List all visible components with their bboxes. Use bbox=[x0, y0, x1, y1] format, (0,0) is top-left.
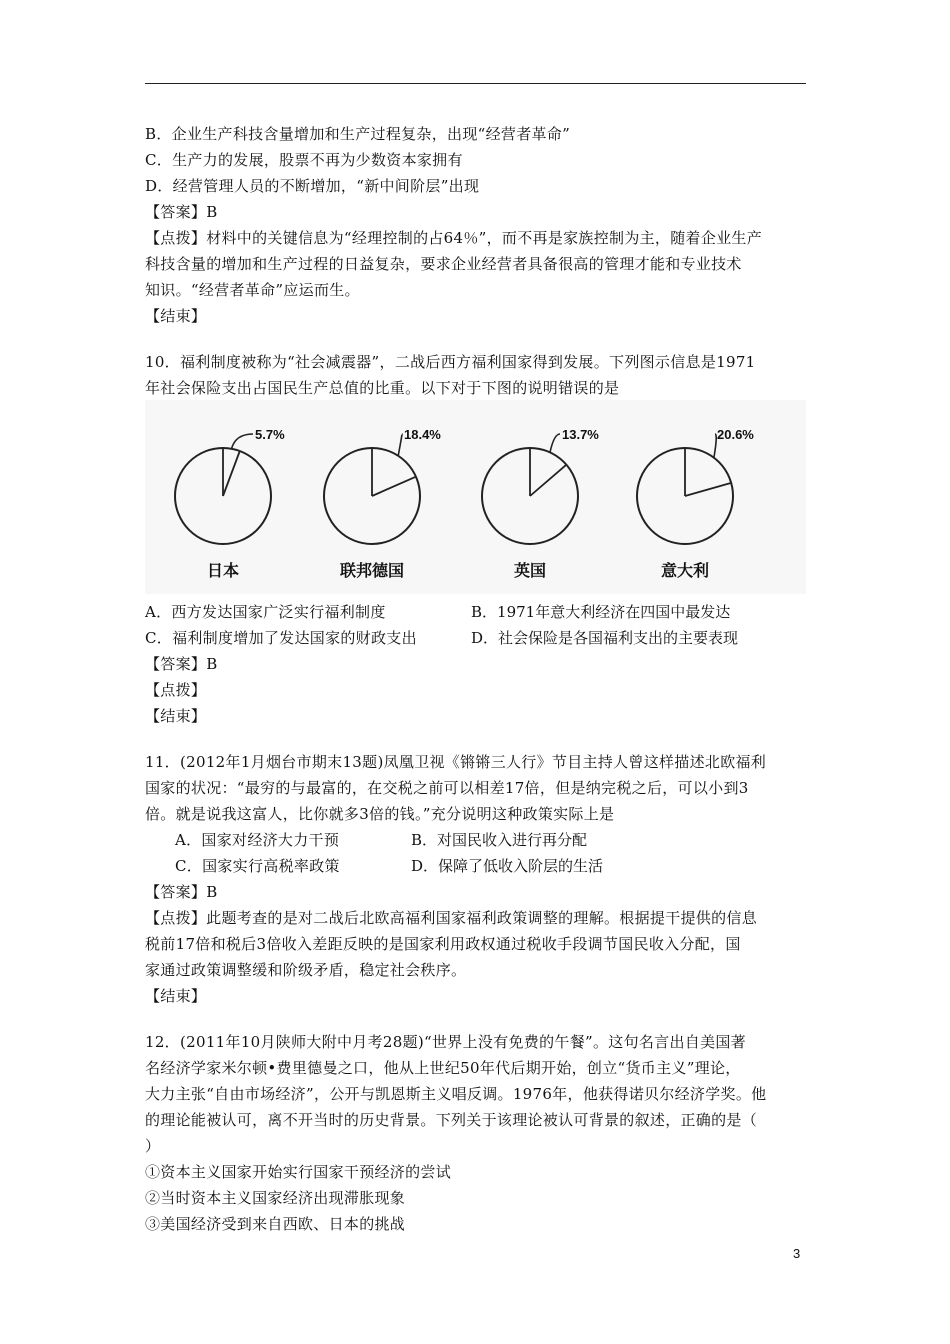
q11-stem-line-2: 国家的状况：“最穷的与最富的，在交税之前可以相差17倍，但是纳完税之后，可以小到3 bbox=[145, 779, 749, 797]
q12-item-3: ③美国经济受到来自西欧、日本的挑战 bbox=[145, 1215, 406, 1233]
pie-value-label: 5.7% bbox=[255, 427, 285, 442]
q11-end: 【结束】 bbox=[145, 987, 207, 1005]
pie-country-label: 日本 bbox=[206, 561, 240, 580]
q10-stem-line-1: 10．福利制度被称为“社会减震器”，二战后西方福利国家得到发展。下列图示信息是1971 bbox=[145, 353, 756, 371]
q11-option-d: D．保障了低收入阶层的生活 bbox=[411, 857, 604, 875]
q11-option-a: A．国家对经济大力干预 bbox=[175, 831, 340, 849]
q10-option-d: D．社会保险是各国福利支出的主要表现 bbox=[471, 629, 739, 647]
pie-slice-edge bbox=[223, 451, 240, 496]
q10-end: 【结束】 bbox=[145, 707, 207, 725]
q11-note-line-1: 【点拨】此题考查的是对二战后北欧高福利国家福利政策调整的理解。根据提干提供的信息 bbox=[145, 909, 758, 927]
q11-answer: 【答案】B bbox=[145, 883, 218, 901]
q9-note-line-1: 【点拨】材料中的关键信息为“经理控制的占64％”，而不再是家族控制为主，随着企业生产 bbox=[145, 229, 763, 247]
q10-option-a: A．西方发达国家广泛实行福利制度 bbox=[145, 603, 386, 621]
page-number: 3 bbox=[793, 1246, 801, 1261]
q9-note-line-3: 知识。“经营者革命”应运而生。 bbox=[145, 281, 360, 299]
q9-note-line-2: 科技含量的增加和生产过程的日益复杂，要求企业经营者具备很高的管理才能和专业技术 bbox=[145, 255, 742, 273]
q10-note: 【点拨】 bbox=[145, 681, 207, 699]
q9-answer: 【答案】B bbox=[145, 203, 218, 221]
pie-leader-line bbox=[398, 434, 402, 456]
q9-option-d: D．经营管理人员的不断增加，“新中间阶层”出现 bbox=[145, 177, 480, 195]
q9-end: 【结束】 bbox=[145, 307, 207, 325]
q11-stem-line-3: 倍。就是说我这富人，比你就多3倍的钱。”充分说明这种政策实际上是 bbox=[145, 805, 615, 823]
pie-value-label: 13.7% bbox=[562, 427, 599, 442]
q12-stem-line-4: 的理论能被认可，离不开当时的历史背景。下列关于该理论被认可背景的叙述，正确的是（ bbox=[145, 1111, 758, 1129]
q12-stem-line-2: 名经济学家米尔顿•费里德曼之口，他从上世纪50年代后期开始，创立“货币主义”理论， bbox=[145, 1059, 741, 1077]
q11-stem-line-1: 11．(2012年1月烟台市期末13题)凤凰卫视《锵锵三人行》节目主持人曾这样描述北欧福利 bbox=[145, 753, 767, 771]
q12-item-2: ②当时资本主义国家经济出现滞胀现象 bbox=[145, 1189, 406, 1207]
pie-value-label: 18.4% bbox=[404, 427, 441, 442]
pie-country-label: 英国 bbox=[513, 561, 547, 580]
pie-leader-line bbox=[714, 434, 716, 458]
q11-note-line-3: 家通过政策调整缓和阶级矛盾，稳定社会秩序。 bbox=[145, 961, 467, 979]
header-rule bbox=[145, 83, 806, 84]
pie-charts-svg bbox=[145, 400, 806, 594]
q9-option-c: C．生产力的发展，股票不再为少数资本家拥有 bbox=[145, 151, 463, 169]
q10-answer: 【答案】B bbox=[145, 655, 218, 673]
q11-option-c: C．国家实行高税率政策 bbox=[175, 857, 340, 875]
q11-option-b: B．对国民收入进行再分配 bbox=[411, 831, 588, 849]
pie-leader-line bbox=[232, 434, 254, 449]
pie-country-label: 意大利 bbox=[660, 561, 710, 580]
q10-option-c: C．福利制度增加了发达国家的财政支出 bbox=[145, 629, 417, 647]
pie-slice-edge bbox=[685, 483, 731, 496]
pie-country-label: 联邦德国 bbox=[339, 561, 405, 580]
q9-option-b: B．企业生产科技含量增加和生产过程复杂，出现“经营者革命” bbox=[145, 125, 571, 143]
q12-item-1: ①资本主义国家开始实行国家干预经济的尝试 bbox=[145, 1163, 452, 1181]
q12-stem-line-3: 大力主张“自由市场经济”，公开与凯恩斯主义唱反调。1976年，他获得诺贝尔经济学奖。他 bbox=[145, 1085, 767, 1103]
q10-option-b: B．1971年意大利经济在四国中最发达 bbox=[471, 603, 731, 621]
pie-leader-line bbox=[550, 434, 560, 452]
q12-stem-line-5: ） bbox=[145, 1137, 161, 1155]
pie-value-label: 20.6% bbox=[717, 427, 754, 442]
q12-stem-line-1: 12．(2011年10月陕师大附中月考28题)“世界上没有免费的午餐”。这句名言出自美国著 bbox=[145, 1033, 746, 1051]
pie-chart-figure bbox=[145, 400, 806, 594]
q11-note-line-2: 税前17倍和税后3倍收入差距反映的是国家利用政权通过税收手段调节国民收入分配，国 bbox=[145, 935, 741, 953]
q10-stem-line-2: 年社会保险支出占国民生产总值的比重。以下对于下图的说明错误的是 bbox=[145, 379, 620, 397]
pie-slice-edge bbox=[372, 477, 416, 496]
pie-slice-edge bbox=[530, 465, 566, 496]
